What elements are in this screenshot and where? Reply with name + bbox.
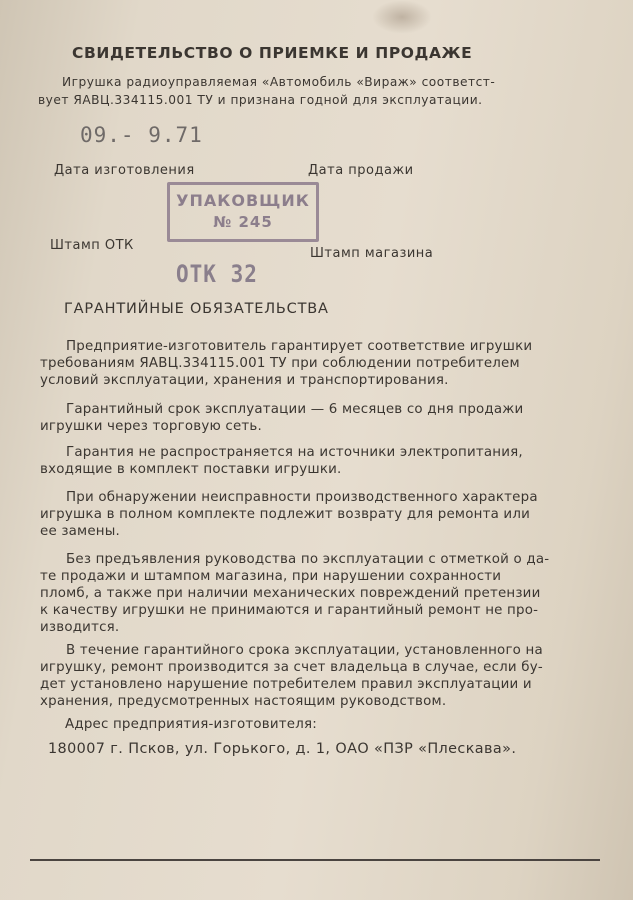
paragraph-line: Гарантийный срок эксплуатации — 6 месяцев со дня продажи <box>66 402 524 417</box>
paragraph-line: ее замены. <box>40 524 120 539</box>
paper-stain <box>372 0 432 34</box>
paragraph-line: входящие в комплект поставки игрушки. <box>40 462 342 477</box>
paragraph-line: хранения, предусмотренных настоящим руководством. <box>40 694 447 709</box>
paragraph-line: Гарантия не распространяется на источники электропитания, <box>66 445 523 460</box>
certificate-title: СВИДЕТЕЛЬСТВО О ПРИЕМКЕ И ПРОДАЖЕ <box>72 44 473 62</box>
manufacture-date-label: Дата изготовления <box>54 163 195 178</box>
paragraph-line: В течение гарантийного срока эксплуатации, установленного на <box>66 643 543 658</box>
paragraph-line: изводится. <box>40 620 120 635</box>
packer-stamp-number: № 245 <box>213 213 273 231</box>
manufacture-date-value: 09.- 9.71 <box>80 123 203 147</box>
paragraph-line: Предприятие-изготовитель гарантирует соответствие игрушки <box>66 339 533 354</box>
paragraph-line: Без предъявления руководства по эксплуатации с отметкой о да- <box>66 552 550 567</box>
otk-stamp: ОТК 32 <box>176 260 258 288</box>
paragraph-line: игрушка в полном комплекте подлежит возврату для ремонта или <box>40 507 530 522</box>
shop-stamp-label: Штамп магазина <box>310 246 434 261</box>
packer-stamp-title: УПАКОВЩИК <box>176 191 310 210</box>
certificate-text-line-1: Игрушка радиоуправляемая «Автомобиль «Вираж» соответст- <box>62 75 496 89</box>
paragraph-line: к качеству игрушки не принимаются и гарантийный ремонт не про- <box>40 603 539 618</box>
paragraph-line: игрушки через торговую сеть. <box>40 419 262 434</box>
otk-stamp-label: Штамп ОТК <box>50 238 134 253</box>
bottom-divider <box>30 859 600 861</box>
paragraph-line: дет установлено нарушение потребителем правил эксплуатации и <box>40 677 532 692</box>
warranty-title: ГАРАНТИЙНЫЕ ОБЯЗАТЕЛЬСТВА <box>64 301 329 317</box>
paragraph-line: пломб, а также при наличии механических повреждений претензии <box>40 586 541 601</box>
sale-date-label: Дата продажи <box>308 163 414 178</box>
address-label: Адрес предприятия-изготовителя: <box>65 717 317 732</box>
paragraph-line: те продажи и штампом магазина, при нарушении сохранности <box>40 569 502 584</box>
paragraph-line: требованиям ЯАВЦ.334115.001 ТУ при соблюдении потребителем <box>40 356 520 371</box>
paragraph-line: игрушку, ремонт производится за счет владельца в случае, если бу- <box>40 660 543 675</box>
address-value: 180007 г. Псков, ул. Горького, д. 1, ОАО «ПЗР «Плескава». <box>48 741 517 757</box>
packer-stamp <box>167 182 319 242</box>
paragraph-line: При обнаружении неисправности производственного характера <box>66 490 538 505</box>
paragraph-line: условий эксплуатации, хранения и транспортирования. <box>40 373 449 388</box>
certificate-text-line-2: вует ЯАВЦ.334115.001 ТУ и признана годной для эксплуатации. <box>38 93 483 107</box>
